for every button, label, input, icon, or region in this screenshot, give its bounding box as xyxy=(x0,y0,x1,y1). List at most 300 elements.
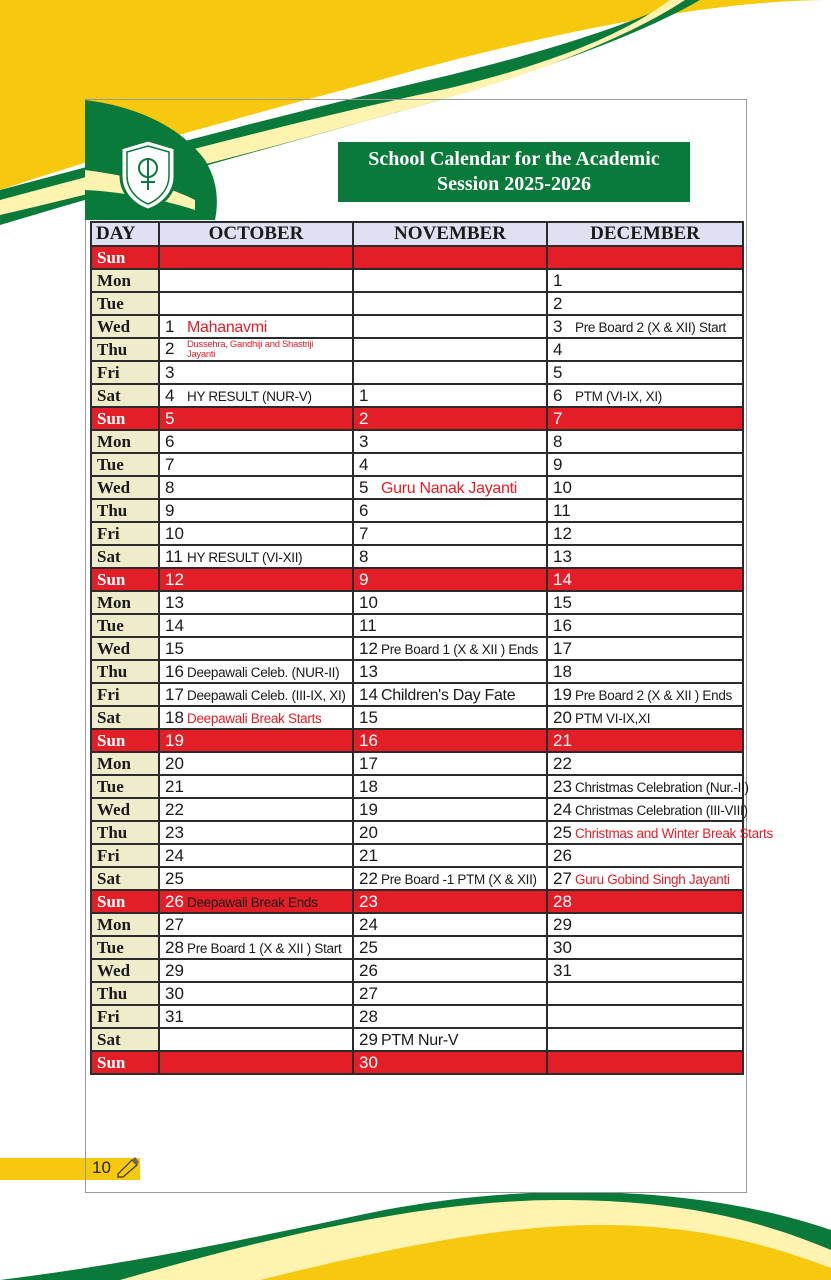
table-row xyxy=(91,315,743,338)
november-date-number: 25 xyxy=(359,937,378,957)
october-date-number: 28 xyxy=(165,937,184,957)
day-cell: Sun xyxy=(91,407,159,430)
december-date-cell xyxy=(547,499,743,522)
november-date-number: 19 xyxy=(359,799,378,819)
october-date-cell xyxy=(159,315,353,338)
october-date-number: 4 xyxy=(165,385,175,405)
day-cell: Fri xyxy=(91,1005,159,1028)
december-date-cell xyxy=(547,453,743,476)
november-date-number: 21 xyxy=(359,845,378,865)
december-date-number: 3 xyxy=(553,316,563,336)
december-date-number: 21 xyxy=(553,730,572,750)
table-row xyxy=(91,844,743,867)
november-date-number: 14 xyxy=(359,684,378,704)
december-date-number: 13 xyxy=(553,546,572,566)
december-date-cell xyxy=(547,407,743,430)
october-date-cell xyxy=(159,591,353,614)
october-date-number: 10 xyxy=(165,523,184,543)
december-date-number: 23 xyxy=(553,776,572,796)
calendar-body xyxy=(91,246,773,1074)
october-date-number: 27 xyxy=(165,914,184,934)
november-date-cell xyxy=(353,338,547,361)
december-date-cell xyxy=(547,752,743,775)
december-date-cell xyxy=(547,775,749,798)
table-row xyxy=(91,476,743,499)
calendar-table xyxy=(90,221,773,1075)
november-date-number: 4 xyxy=(359,454,369,474)
table-row xyxy=(91,269,743,292)
day-cell: Wed xyxy=(91,959,159,982)
october-date-cell xyxy=(159,1051,353,1074)
december-date-cell xyxy=(547,338,743,361)
october-date-number: 7 xyxy=(165,454,175,474)
december-date-cell xyxy=(547,315,743,338)
day-cell: Thu xyxy=(91,660,159,683)
october-date-cell xyxy=(159,269,353,292)
december-date-number: 14 xyxy=(553,569,572,589)
november-date-number: 28 xyxy=(359,1006,378,1026)
title-line-2: Session 2025-2026 xyxy=(437,173,591,195)
day-cell: Sun xyxy=(91,568,159,591)
december-date-cell xyxy=(547,844,743,867)
day-cell: Wed xyxy=(91,315,159,338)
november-event-label: Pre Board -1 PTM (X & XII) xyxy=(381,871,537,887)
november-date-cell xyxy=(353,683,547,706)
december-date-number: 11 xyxy=(553,500,571,520)
october-date-cell xyxy=(159,959,353,982)
table-row xyxy=(91,798,743,821)
october-date-number: 23 xyxy=(165,822,184,842)
november-date-cell xyxy=(353,867,547,890)
november-date-number: 11 xyxy=(359,615,377,635)
december-date-cell xyxy=(547,936,743,959)
december-date-number: 12 xyxy=(553,523,572,543)
november-date-cell xyxy=(353,959,547,982)
table-row xyxy=(91,821,743,844)
december-event-label: Pre Board 2 (X & XII) Start xyxy=(575,319,726,335)
day-cell: Sun xyxy=(91,729,159,752)
december-date-number: 30 xyxy=(553,937,572,957)
table-row xyxy=(91,1051,743,1074)
november-event-label: Pre Board 1 (X & XII ) Ends xyxy=(381,641,538,657)
december-date-cell xyxy=(547,1005,743,1028)
day-cell: Sat xyxy=(91,1028,159,1051)
october-date-number: 6 xyxy=(165,431,175,451)
table-header-row xyxy=(91,222,743,246)
november-date-cell xyxy=(353,499,547,522)
december-date-cell xyxy=(547,384,743,407)
november-date-number: 30 xyxy=(359,1052,378,1072)
october-date-cell xyxy=(159,246,353,269)
november-date-cell xyxy=(353,660,547,683)
november-date-cell xyxy=(353,752,547,775)
table-row xyxy=(91,430,743,453)
october-event-label: HY RESULT (NUR-V) xyxy=(187,388,312,404)
october-date-number: 24 xyxy=(165,845,184,865)
header-october: OCTOBER xyxy=(159,222,353,246)
table-row xyxy=(91,890,743,913)
day-cell: Thu xyxy=(91,982,159,1005)
october-date-cell xyxy=(159,936,353,959)
november-date-cell xyxy=(353,821,547,844)
november-date-cell xyxy=(353,246,547,269)
day-cell: Wed xyxy=(91,798,159,821)
december-date-cell xyxy=(547,706,743,729)
november-date-cell xyxy=(353,453,547,476)
october-date-cell xyxy=(159,890,353,913)
october-date-cell xyxy=(159,913,353,936)
table-row xyxy=(91,591,743,614)
table-row xyxy=(91,982,743,1005)
day-cell: Sat xyxy=(91,706,159,729)
october-date-cell xyxy=(159,1028,353,1051)
december-date-number: 9 xyxy=(553,454,563,474)
december-event-label: PTM VI-IX,XI xyxy=(575,710,651,726)
december-date-number: 28 xyxy=(553,891,572,911)
november-date-number: 18 xyxy=(359,776,378,796)
table-row xyxy=(91,614,743,637)
table-row xyxy=(91,913,743,936)
november-date-cell xyxy=(353,545,547,568)
november-event-label: Guru Nanak Jayanti xyxy=(381,479,518,497)
november-date-cell xyxy=(353,315,547,338)
november-date-cell xyxy=(353,292,547,315)
november-date-number: 1 xyxy=(359,385,369,405)
october-date-cell xyxy=(159,637,353,660)
day-cell: Fri xyxy=(91,522,159,545)
november-date-cell xyxy=(353,844,547,867)
november-date-number: 3 xyxy=(359,431,369,451)
october-date-number: 12 xyxy=(165,569,184,589)
november-date-number: 16 xyxy=(359,730,378,750)
october-date-number: 30 xyxy=(165,983,184,1003)
day-cell: Sat xyxy=(91,867,159,890)
october-date-number: 29 xyxy=(165,960,184,980)
calendar-title xyxy=(338,142,690,202)
december-date-number: 26 xyxy=(553,845,572,865)
november-date-number: 17 xyxy=(359,753,378,773)
december-date-number: 18 xyxy=(553,661,572,681)
day-cell: Sun xyxy=(91,1051,159,1074)
pencil-icon xyxy=(116,1156,140,1178)
october-date-number: 1 xyxy=(165,316,175,336)
october-date-cell xyxy=(159,867,353,890)
day-cell: Sun xyxy=(91,890,159,913)
november-date-number: 5 xyxy=(359,477,369,497)
october-date-cell xyxy=(159,683,353,706)
december-date-number: 15 xyxy=(553,592,572,612)
november-event-label: Children's Day Fate xyxy=(381,686,516,704)
october-date-number: 17 xyxy=(165,684,184,704)
december-date-cell xyxy=(547,246,743,269)
december-date-number: 31 xyxy=(553,960,572,980)
table-row xyxy=(91,729,743,752)
table-row xyxy=(91,246,743,269)
december-date-cell xyxy=(547,568,743,591)
october-event-label: Mahanavmi xyxy=(187,318,268,336)
december-date-cell xyxy=(547,591,743,614)
october-date-cell xyxy=(159,798,353,821)
october-date-cell xyxy=(159,476,353,499)
october-event-label: Pre Board 1 (X & XII ) Start xyxy=(187,940,342,956)
november-date-number: 7 xyxy=(359,523,369,543)
october-date-cell xyxy=(159,775,353,798)
december-event-label: Guru Gobind Singh Jayanti xyxy=(575,871,730,887)
day-cell: Thu xyxy=(91,499,159,522)
december-date-number: 7 xyxy=(553,408,563,428)
december-date-cell xyxy=(547,982,743,1005)
title-line-1: School Calendar for the Academic xyxy=(368,148,660,170)
december-date-number: 22 xyxy=(553,753,572,773)
november-date-number: 10 xyxy=(359,592,378,612)
day-cell: Tue xyxy=(91,292,159,315)
october-date-cell xyxy=(159,407,353,430)
november-date-cell xyxy=(353,1028,547,1051)
table-row xyxy=(91,453,743,476)
november-date-cell xyxy=(353,706,547,729)
school-emblem-icon xyxy=(117,138,179,212)
header-november: NOVEMBER xyxy=(353,222,547,246)
november-date-cell xyxy=(353,407,547,430)
december-event-label: Christmas and Winter Break Starts xyxy=(575,825,773,841)
november-date-cell xyxy=(353,591,547,614)
october-date-cell xyxy=(159,614,353,637)
october-date-number: 13 xyxy=(165,592,184,612)
november-date-number: 15 xyxy=(359,707,378,727)
october-date-number: 11 xyxy=(165,546,183,566)
october-event-label: Deepawali Break Ends xyxy=(187,894,318,910)
table-row xyxy=(91,775,743,798)
day-cell: Sat xyxy=(91,545,159,568)
october-date-cell xyxy=(159,361,353,384)
october-date-number: 5 xyxy=(165,408,175,428)
november-date-number: 22 xyxy=(359,868,378,888)
november-date-cell xyxy=(353,982,547,1005)
december-date-cell xyxy=(547,913,743,936)
november-date-cell xyxy=(353,729,547,752)
november-date-cell xyxy=(353,430,547,453)
october-date-number: 3 xyxy=(165,362,175,382)
december-date-number: 29 xyxy=(553,914,572,934)
october-event-label: Dussehra, Gandhiji and Shastriji Jayanti xyxy=(187,338,314,360)
october-event-label: Deepawali Celeb. (NUR-II) xyxy=(187,664,340,680)
october-date-cell xyxy=(159,522,353,545)
december-date-number: 20 xyxy=(553,707,572,727)
october-date-number: 31 xyxy=(165,1006,184,1026)
day-cell: Sat xyxy=(91,384,159,407)
december-date-cell xyxy=(547,821,773,844)
december-date-number: 19 xyxy=(553,684,572,704)
table-row xyxy=(91,568,743,591)
october-date-cell xyxy=(159,729,353,752)
october-date-number: 22 xyxy=(165,799,184,819)
table-row xyxy=(91,338,743,361)
december-date-number: 5 xyxy=(553,362,563,382)
table-row xyxy=(91,752,743,775)
november-date-cell xyxy=(353,361,547,384)
december-date-number: 27 xyxy=(553,868,572,888)
day-cell: Wed xyxy=(91,476,159,499)
november-date-number: 23 xyxy=(359,891,378,911)
december-date-cell xyxy=(547,637,743,660)
day-cell: Tue xyxy=(91,614,159,637)
november-date-cell xyxy=(353,384,547,407)
december-date-cell xyxy=(547,729,743,752)
table-row xyxy=(91,959,743,982)
december-date-cell xyxy=(547,614,743,637)
december-date-number: 25 xyxy=(553,822,572,842)
december-date-number: 1 xyxy=(553,270,563,290)
december-date-number: 6 xyxy=(553,385,563,405)
december-event-label: PTM (VI-IX, XI) xyxy=(575,388,663,404)
november-date-cell xyxy=(353,913,547,936)
day-cell: Thu xyxy=(91,338,159,361)
table-row xyxy=(91,1005,743,1028)
december-date-number: 8 xyxy=(553,431,563,451)
day-cell: Mon xyxy=(91,269,159,292)
december-date-number: 4 xyxy=(553,339,563,359)
november-date-number: 27 xyxy=(359,983,378,1003)
table-row xyxy=(91,361,743,384)
day-cell: Wed xyxy=(91,637,159,660)
december-date-cell xyxy=(547,1051,743,1074)
table-row xyxy=(91,936,743,959)
november-date-cell xyxy=(353,775,547,798)
november-date-number: 24 xyxy=(359,914,378,934)
november-date-cell xyxy=(353,568,547,591)
october-date-cell xyxy=(159,338,353,361)
october-date-number: 21 xyxy=(165,776,184,796)
table-row xyxy=(91,706,743,729)
day-cell: Fri xyxy=(91,683,159,706)
december-date-cell xyxy=(547,890,743,913)
november-date-number: 13 xyxy=(359,661,378,681)
october-date-cell xyxy=(159,706,353,729)
day-cell: Mon xyxy=(91,913,159,936)
november-date-cell xyxy=(353,614,547,637)
day-cell: Sun xyxy=(91,246,159,269)
november-date-number: 6 xyxy=(359,500,369,520)
october-date-cell xyxy=(159,453,353,476)
november-date-cell xyxy=(353,936,547,959)
december-date-cell xyxy=(547,798,748,821)
october-date-cell xyxy=(159,568,353,591)
december-date-cell xyxy=(547,269,743,292)
october-date-number: 20 xyxy=(165,753,184,773)
november-date-cell xyxy=(353,476,547,499)
october-date-number: 2 xyxy=(165,339,175,359)
october-event-label: HY RESULT (VI-XII) xyxy=(187,549,303,565)
day-cell: Thu xyxy=(91,821,159,844)
november-date-number: 2 xyxy=(359,408,369,428)
december-date-number: 16 xyxy=(553,615,572,635)
december-event-label: Pre Board 2 (X & XII ) Ends xyxy=(575,687,732,703)
november-date-cell xyxy=(353,1051,547,1074)
november-date-cell xyxy=(353,269,547,292)
november-date-number: 8 xyxy=(359,546,369,566)
december-date-cell xyxy=(547,361,743,384)
table-row xyxy=(91,660,743,683)
november-date-cell xyxy=(353,1005,547,1028)
table-row xyxy=(91,683,743,706)
december-date-cell xyxy=(547,1028,743,1051)
december-date-number: 17 xyxy=(553,638,572,658)
october-date-cell xyxy=(159,660,353,683)
december-date-cell xyxy=(547,660,743,683)
table-row xyxy=(91,522,743,545)
november-date-number: 26 xyxy=(359,960,378,980)
november-event-label: PTM Nur-V xyxy=(381,1031,459,1049)
october-date-number: 8 xyxy=(165,477,175,497)
december-date-number: 10 xyxy=(553,477,572,497)
october-date-cell xyxy=(159,499,353,522)
october-date-number: 19 xyxy=(165,730,184,750)
november-date-cell xyxy=(353,890,547,913)
october-date-cell xyxy=(159,752,353,775)
december-event-label: Christmas Celebration (Nur.-II) xyxy=(575,779,749,795)
day-cell: Tue xyxy=(91,453,159,476)
day-cell: Tue xyxy=(91,775,159,798)
october-date-cell xyxy=(159,1005,353,1028)
day-cell: Mon xyxy=(91,752,159,775)
october-date-number: 16 xyxy=(165,661,184,681)
october-date-cell xyxy=(159,292,353,315)
table-row xyxy=(91,384,743,407)
october-date-cell xyxy=(159,844,353,867)
december-date-number: 2 xyxy=(553,293,563,313)
october-date-number: 18 xyxy=(165,707,184,727)
october-date-cell xyxy=(159,430,353,453)
table-row xyxy=(91,1028,743,1051)
november-date-cell xyxy=(353,522,547,545)
october-date-number: 25 xyxy=(165,868,184,888)
day-cell: Mon xyxy=(91,591,159,614)
table-row xyxy=(91,637,743,660)
december-date-cell xyxy=(547,292,743,315)
october-event-label: Deepawali Break Starts xyxy=(187,710,322,726)
table-row xyxy=(91,292,743,315)
december-date-cell xyxy=(547,959,743,982)
october-date-cell xyxy=(159,982,353,1005)
day-cell: Mon xyxy=(91,430,159,453)
november-date-cell xyxy=(353,637,547,660)
header-day: DAY xyxy=(91,222,159,246)
day-cell: Fri xyxy=(91,361,159,384)
header-december: DECEMBER xyxy=(547,222,743,246)
november-date-cell xyxy=(353,798,547,821)
december-date-cell xyxy=(547,430,743,453)
december-date-cell xyxy=(547,522,743,545)
october-date-cell xyxy=(159,545,353,568)
table-row xyxy=(91,545,743,568)
november-date-number: 12 xyxy=(359,638,378,658)
table-row xyxy=(91,867,743,890)
page-number: 10 xyxy=(92,1158,111,1177)
october-date-cell xyxy=(159,821,353,844)
october-date-number: 15 xyxy=(165,638,184,658)
november-date-number: 9 xyxy=(359,569,369,589)
october-date-number: 14 xyxy=(165,615,184,635)
table-row xyxy=(91,499,743,522)
december-date-cell xyxy=(547,545,743,568)
december-date-number: 24 xyxy=(553,799,572,819)
december-date-cell xyxy=(547,867,743,890)
december-date-cell xyxy=(547,683,743,706)
october-date-number: 26 xyxy=(165,891,184,911)
day-cell: Tue xyxy=(91,936,159,959)
october-date-number: 9 xyxy=(165,500,175,520)
table-row xyxy=(91,407,743,430)
